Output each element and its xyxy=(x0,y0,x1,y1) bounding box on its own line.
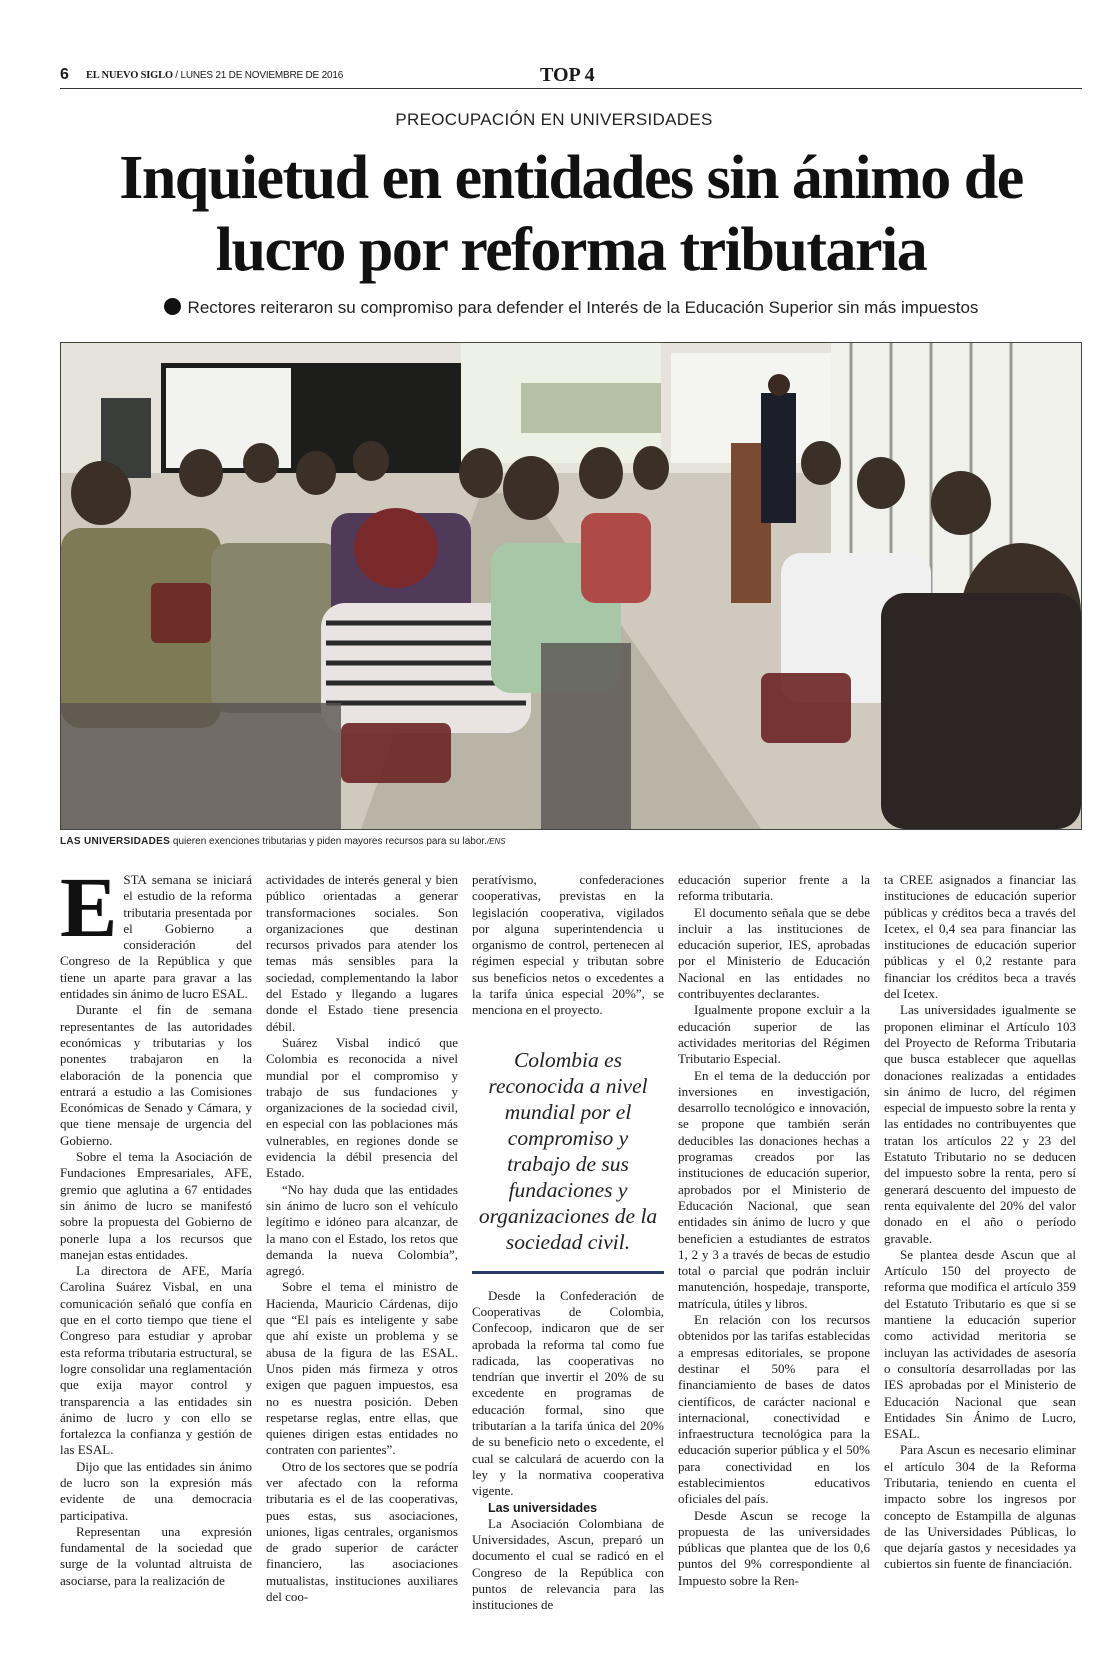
section-label: TOP 4 xyxy=(540,64,595,86)
paragraph: Durante el fin de semana representantes de las autoridades económicas y tributarias y los ponentes trabajaron en la elaboración de la ponencia que entrará a estudio a las Comisiones Económicas de Senado y Cámara, y que tiene mensaje de urgencia del Gobierno. xyxy=(60,1002,252,1148)
paragraph: peratívismo, confederaciones cooperativas, previstas en la legislación cooperativa, vigilados por alguna superintendencia u organismo de control, pertenecen al régimen especial y tributan sobre sus beneficios netos o excedentes a la tarifa única especial 20%”, se menciona en el proyecto. xyxy=(472,872,664,1018)
article-photo xyxy=(60,342,1082,830)
subhead-text: Rectores reiteraron su compromiso para defender el Interés de la Educación Superior sin más impuestos xyxy=(187,298,979,317)
paragraph: Se plantea desde Ascun que al Artículo 150 del proyecto de reforma que modifica el artículo 359 del Estatuto Tributario es que si se mantiene la educación superior como actividad meritoria se incluyan las actividades de asesoría o consultoría desarrolladas por las IES aprobadas por el Ministerio de Educación Nacional que sean Entidades Sin Ánimo de Lucro, ESAL. xyxy=(884,1246,1076,1442)
caption-text: quieren exenciones tributarias y piden mayores recursos para su labor. xyxy=(170,836,487,847)
masthead xyxy=(86,70,343,81)
paragraph: “No hay duda que las entidades sin ánimo de lucro son el vehículo legítimo e idóneo para alcanzar, de la mano con el Estado, los retos que demanda la nueva Colombia”, agregó. xyxy=(266,1181,458,1279)
subsection-heading: Las universidades xyxy=(488,1500,598,1515)
article-column-2 xyxy=(266,872,458,1650)
paragraph: ta CREE asignados a financiar las instituciones de educación superior públicas y créditos beca a través del Icetex, el 0,4 sea para financiar las instituciones de educación superior públicas y el 0,2 restante para financiar los créditos beca a través del Icetex. xyxy=(884,872,1076,1002)
dateline: / LUNES 21 DE NOVIEMBRE DE 2016 xyxy=(175,70,344,81)
paragraph: Representan una expresión fundamental de la sociedad que surge de la voluntad altruista de asociarse, para la realización de xyxy=(60,1523,252,1588)
paragraph: Desde Ascun se recoge la propuesta de las universidades públicas que plantea que de los 0,6 puntos del 9% correspondiente al Impuesto sobre la Ren- xyxy=(678,1507,870,1588)
paragraph: Sobre el tema la Asociación de Fundaciones Empresariales, AFE, gremio que aglutina a 67 entidades sin ánimo de lucro se manifestó sobre la propuesta del Gobierno de ponerle lupa a los recursos que manejan estas entidades. xyxy=(60,1149,252,1262)
caption-credit: /ENS xyxy=(486,837,506,846)
headline: Inquietud en entidades sin ánimo de lucro por reforma tributaria xyxy=(119,144,1023,284)
paragraph: STA semana se iniciará el estudio de la reforma tributaria presentada por el Gobierno a consideración del Congreso de la República y que tiene un aparte para gravar a las entidades sin ánimo de lucro ESAL. xyxy=(60,872,252,1002)
bullet-icon xyxy=(164,298,181,315)
caption-lead: LAS UNIVERSIDADES xyxy=(60,836,171,847)
article-column-3 xyxy=(472,872,664,1650)
paragraph: Suárez Visbal indicó que Colombia es reconocida a nivel mundial por el compromiso y trabajo de sus fundaciones y organizaciones de la sociedad civil, en especial con las poblaciones más vulnerables, en regiones donde se evidencia la débil presencia del Estado. xyxy=(266,1034,458,1181)
paragraph: Igualmente propone excluir a la educación superior de las actividades meritorias del Régimen Tributario Especial. xyxy=(678,1002,870,1067)
photo-caption xyxy=(60,836,1080,847)
pull-quote: Colombia es reconocida a nivel mundial por el compromiso y trabajo de sus fundaciones y organizaciones de la sociedad civil. xyxy=(472,1033,664,1274)
paragraph: La Asociación Colombiana de Universidades, Ascun, preparó un documento el cual se radicó en el Congreso de la República con puntos de relevancia para las instituciones de xyxy=(472,1515,664,1613)
paragraph: En el tema de la deducción por inversiones en investigación, desarrollo tecnológico e innovación, se propone que también serán deducibles las donaciones hechas a programas creados por las instituciones de educación superior, aprobados por el Ministerio de Educación Nacional, que sean entidades sin ánimo de lucro y que beneficien a estudiantes de estratos 1, 2 y 3 a través de becas de estudio total o parcial que podrán incluir manutención, hospedaje, transporte, matrícula, útiles y libros. xyxy=(678,1067,870,1311)
article-column-4 xyxy=(678,872,870,1650)
paragraph: El documento señala que se debe incluir a las instituciones de educación superior, IES, aprobadas por el Ministerio de Educación Nacional en las entidades no contribuyentes declarantes. xyxy=(678,904,870,1002)
paragraph: Sobre el tema el ministro de Hacienda, Mauricio Cárdenas, dijo que “El país es inteligente y sabe que ahí existe un problema y se abusa de la figura de las ESAL. Unos piden más firmeza y otros exigen que paguen impuestos, esa no es nuestra posición. Deben respetarse reglas, entre ellas, que quienes dirigen estas entidades no contraten con parientes”. xyxy=(266,1279,458,1458)
page-number: 6 xyxy=(60,66,69,83)
newspaper-name: EL NUEVO SIGLO xyxy=(86,70,173,81)
subhead xyxy=(60,298,1082,318)
article-column-1 xyxy=(60,872,252,1650)
paragraph: Dijo que las entidades sin ánimo de lucro son la expresión más evidente de una democracia participativa. xyxy=(60,1458,252,1523)
drop-cap: E xyxy=(60,872,118,955)
paragraph: actividades de interés general y bien público orientadas a generar transformaciones sociales. Son organizaciones que destinan recursos privados para atender los temas más sensibles para la sociedad, complementando la labor del Estado y llegando a lugares donde el Estado tiene presencia débil. xyxy=(266,872,458,1034)
paragraph: Para Ascun es necesario eliminar el artículo 304 de la Reforma Tributaria, teniendo en cuenta el impacto sobre los ingresos por concepto de Estampilla de algunas de las Universidades Públicas, lo que dejaría gastos y necesidades ya cubiertos sin fuente de financiación. xyxy=(884,1442,1076,1572)
paragraph: En relación con los recursos obtenidos por las tarifas establecidas a empresas editoriales, se propone destinar el 50% para el financiamiento de bases de datos científicos, de carácter nacional e internacional, conectividad e infraestructura tecnológica para la educación superior pública y el 50% para conectividad en los establecimientos educativos oficiales del país. xyxy=(678,1312,870,1507)
paragraph: Otro de los sectores que se podría ver afectado con la reforma tributaria es el de las cooperativas, pues estas, sus asociaciones, uniones, ligas centrales, organismos de grado superior de carácter financiero, las asociaciones mutualistas, instituciones auxiliares del coo- xyxy=(266,1458,458,1605)
paragraph: Desde la Confederación de Cooperativas de Colombia, Confecoop, indicaron que de ser aprobada la reforma tal como fue radicada, las cooperativas no tendrían que invertir el 20% de su excedente en programas de educación formal, sino que tributarían a la tarifa única del 20% de su beneficio neto o excedente, el cual se calculará de acuerdo con la ley y la normativa cooperativa vigente. xyxy=(472,1287,664,1499)
paragraph: Las universidades igualmente se proponen eliminar el Artículo 103 del Proyecto de Reforma Tributaria que busca establecer que aquellas donaciones realizadas a entidades sin ánimo de lucro, del régimen especial de impuesto sobre la renta y las entidades no contribuyentes que tratan los artículos 22 y 23 del Estatuto Tributario no se deducen del impuesto sobre la renta, pero sí generará descuento del impuesto de renta equivalente del 20% del valor donado en el año o período gravable. xyxy=(884,1002,1076,1246)
paragraph: La directora de AFE, María Carolina Suárez Visbal, en una comunicación señaló que confía en que en el corto tiempo que tiene el Congreso para estudiar y aprobar esta reforma tributaria estructural, se logre consolidar una reglamentación que exija mayor control y transparencia a las entidades sin ánimo de lucro y con ello se fortalezca la confianza y gestión de las ESAL. xyxy=(60,1263,252,1458)
page-header xyxy=(60,66,1082,89)
paragraph: educación superior frente a la reforma tributaria. xyxy=(678,872,870,904)
kicker: PREOCUPACIÓN EN UNIVERSIDADES xyxy=(395,110,713,129)
article-column-5 xyxy=(884,872,1076,1650)
